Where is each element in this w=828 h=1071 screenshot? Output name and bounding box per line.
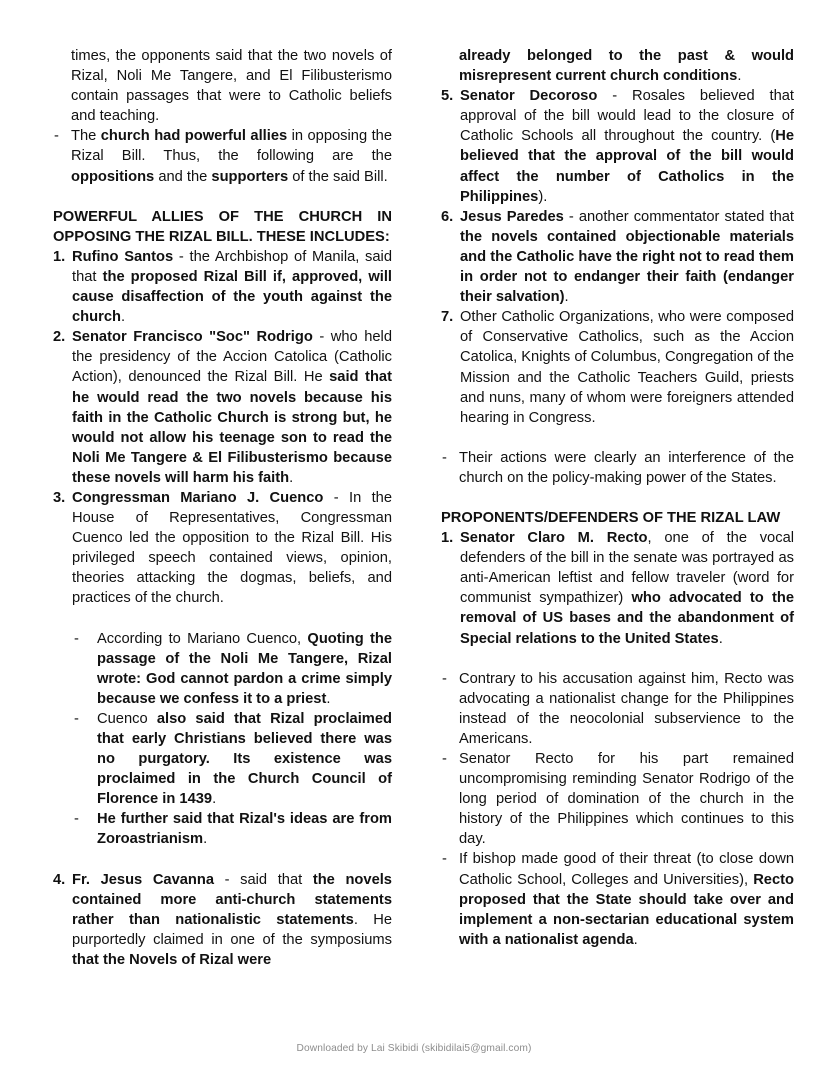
list-item — [441, 207, 794, 307]
list-item-text: Other Catholic Organizations, who were composed of Conservative Catholics, such as the Accion Catolica, Knights of Columbus, Congregation of the Mission and the Catholic Teachers Guild, priests and nuns, many of whom were foreigners attended hearing in Congress. — [460, 309, 794, 426]
subsection-spacer — [53, 609, 392, 629]
list-marker: 4. — [53, 871, 66, 888]
section-heading-powerful-allies: POWERFUL ALLIES OF THE CHURCH IN OPPOSING THE RIZAL BILL. THESE INCLUDES: — [53, 208, 392, 245]
section-heading-proponents: PROPONENTS/DEFENDERS OF THE RIZAL LAW — [441, 509, 781, 526]
list-item-text: Senator Francisco "Soc" Rodrigo - who held the presidency of the Accion Catolica (Catholic Action), denounced the Rizal Bill. He said that he would read the two novels because his faith in the Catholic Church is strong but, he would not allow his teenage son to read the Noli Me Tangere & El Filibusterismo because these novels will harm his faith. — [72, 329, 392, 486]
list-item — [441, 528, 794, 649]
numbered-list-proponents — [441, 528, 794, 649]
list-marker: 2. — [53, 329, 66, 346]
subsection-spacer — [53, 850, 392, 870]
page-footer-watermark: Downloaded by Lai Skibidi (skibidilai5@gmail.com) — [296, 1043, 532, 1054]
numbered-list-allies — [53, 247, 392, 609]
list-item-text: Fr. Jesus Cavanna - said that the novels contained more anti-church statements rather than nationalistic statements. He purportedly claimed in one of the symposiums that the Novels of Rizal were — [72, 871, 392, 968]
list-item: - The church had powerful allies in opposing the Rizal Bill. Thus, the following are the oppositions and the supporters of the said Bill. — [53, 126, 392, 186]
list-item: - Cuenco also said that Rizal proclaimed that early Christians believed there was no purgatory. Its existence was proclaimed in the Church Council of Florence in 1439. — [74, 709, 392, 809]
section-spacer — [441, 428, 794, 448]
list-item-text: Jesus Paredes - another commentator stated that the novels contained objectionable materials and the Catholic have the right not to read them in order not to endanger their faith (endanger their salvation). — [460, 208, 795, 306]
list-marker: 7. — [441, 309, 454, 326]
list-item — [53, 247, 392, 327]
list-item — [53, 488, 392, 609]
list-item — [441, 307, 794, 428]
list-item — [441, 86, 794, 207]
numbered-list-allies-right — [441, 86, 794, 428]
list-item: - According to Mariano Cuenco, Quoting the passage of the Noli Me Tangere, Rizal wrote: God cannot pardon a crime simply because we confess it to a priest. — [74, 629, 392, 709]
list-item-text: Congressman Mariano J. Cuenco - In the House of Representatives, Congressman Cuenco led the opposition to the Rizal Bill. His privileged speech contained views, opinion, theories attacking the dogmas, beliefs, and practices of the church. — [72, 489, 392, 607]
right-column — [414, 0, 828, 950]
list-item: - Their actions were clearly an interference of the church on the policy-making power of the States. — [441, 448, 794, 488]
list-item: - Contrary to his accusation against him, Recto was advocating a nationalist change for the Philippines instead of the neocolonial subservience to the Americans. — [441, 669, 794, 749]
list-marker: 3. — [53, 489, 66, 506]
left-column — [0, 0, 414, 970]
numbered-list-allies-continued — [53, 870, 392, 970]
list-item: - He further said that Rizal's ideas are from Zoroastrianism. — [74, 809, 392, 849]
list-marker: 1. — [441, 530, 454, 547]
section-spacer — [53, 187, 392, 207]
cuenco-sub-bullets — [74, 629, 392, 850]
continued-paragraph: times, the opponents said that the two novels of Rizal, Noli Me Tangere, and El Filibusterismo contain passages that were to Catholic beliefs and teaching. — [71, 48, 392, 125]
list-item-text: Rufino Santos - the Archbishop of Manila, said that the proposed Rizal Bill if, approved, will cause disaffection of the youth against the church. — [72, 248, 392, 326]
list-item — [53, 870, 392, 970]
list-marker: 6. — [441, 208, 454, 225]
section-spacer — [441, 488, 794, 508]
subsection-spacer — [441, 649, 794, 669]
closing-dash-list — [441, 448, 794, 488]
list-item: - If bishop made good of their threat (to close down Catholic School, Colleges and Universities), Recto proposed that the State should take over and implement a non-sectarian educational system with a nationalist agenda. — [441, 849, 794, 949]
recto-sub-bullets — [441, 669, 794, 950]
continued-paragraph: already belonged to the past & would misrepresent current church conditions. — [459, 48, 794, 85]
intro-dash-list — [53, 126, 392, 186]
list-marker: 1. — [53, 248, 66, 265]
list-item: - Senator Recto for his part remained uncompromising reminding Senator Rodrigo of the long period of domination of the church in the history of the Philippines which continues to this day. — [441, 749, 794, 849]
list-item — [53, 327, 392, 488]
list-item-text: Senator Decoroso - Rosales believed that approval of the bill would lead to the closure of Catholic Schools all throughout the country. (He believed that the approval of the bill would affect the number of Catholics in the Philippines). — [460, 88, 794, 205]
list-item-text: Senator Claro M. Recto, one of the vocal defenders of the bill in the senate was portrayed as anti-American leftist and fellow traveler (word for communist sympathizer) who advocated to the removal of US bases and the abandonment of Special relations to the United States. — [460, 530, 795, 647]
list-marker: 5. — [441, 88, 454, 105]
